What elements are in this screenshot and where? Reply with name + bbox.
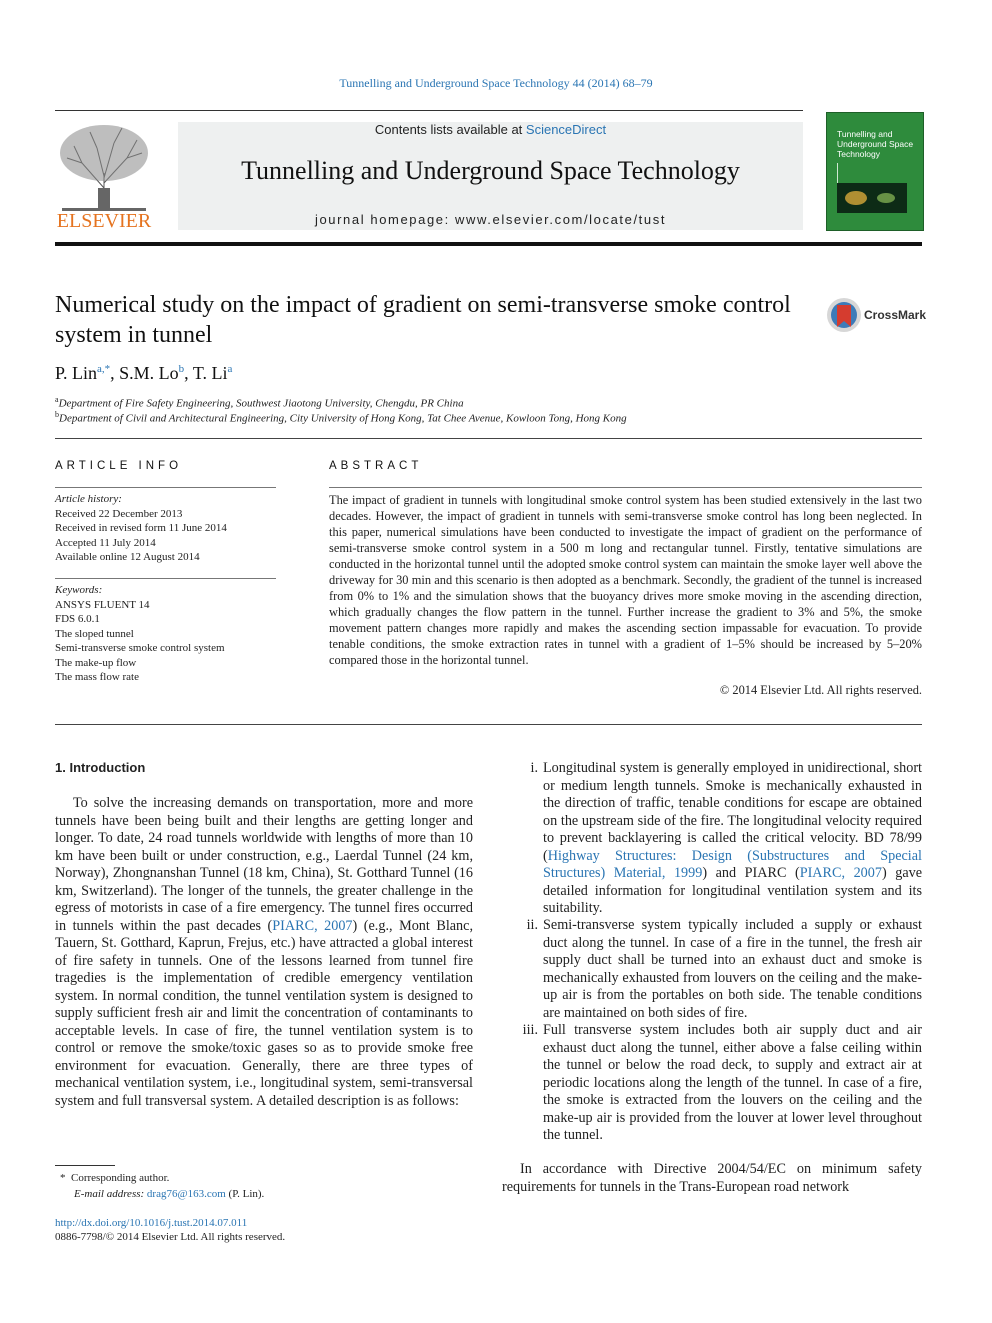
section-heading-introduction: 1. Introduction [55, 760, 146, 775]
cover-title: Tunnelling and Underground Space Technology [837, 129, 914, 159]
history-entry: Received 22 December 2013 [55, 507, 183, 520]
crossmark-badge[interactable] [826, 297, 926, 335]
list-text: ) and PIARC ( [702, 865, 800, 881]
affiliation-b [55, 410, 627, 425]
author-name[interactable]: T. Li [192, 363, 228, 383]
citation-link[interactable]: PIARC, 2007 [799, 865, 882, 881]
abstract-heading: ABSTRACT [329, 460, 423, 472]
journal-name: Tunnelling and Underground Space Technology [241, 156, 740, 185]
contents-line [178, 122, 803, 137]
elsevier-logo [52, 118, 156, 233]
header-thick-rule [55, 242, 922, 246]
author-list: P. Lin$^{a,*}$, S.M. Lo$^b$, T. Li$^a$ [55, 363, 233, 383]
sciencedirect-link[interactable]: ScienceDirect [525, 122, 607, 137]
journal-cover-image[interactable] [826, 112, 924, 231]
keyword-item: The mass flow rate [55, 671, 139, 683]
keywords-rule [55, 578, 276, 579]
list-body: Semi-transverse system typically included a supply or exhaust duct along the tunnel. In case of a fire in the tunnel, the fresh air supply duct shall be turned into an exhaust duct and smoke is mechanically exhausted from louvers on the ceiling and the make-up air is from the portables on both side. The tenable conditions are maintained on both sides of fire. [543, 917, 922, 1021]
article-info-heading: ARTICLE INFO [55, 460, 183, 472]
abstract-bottom-rule [55, 724, 922, 725]
email-link[interactable]: drag76@163.com [146, 1188, 226, 1200]
email-note [60, 1186, 264, 1202]
author-name[interactable]: P. Lin [55, 363, 98, 383]
crossmark-label: CrossMark [864, 308, 927, 322]
author-affiliation-mark[interactable]: a [227, 363, 233, 375]
keyword-item: FDS 6.0.1 [55, 613, 100, 625]
keyword-item: The sloped tunnel [55, 627, 134, 640]
keywords [55, 583, 276, 685]
keywords-label: Keywords: [55, 584, 103, 596]
corresponding-author-note [60, 1170, 264, 1186]
journal-homepage[interactable]: journal homepage: www.elsevier.com/locate/tust [314, 212, 667, 227]
citation-link[interactable]: Highway Structures: Design (Substructures and Special Structures) Material, 1999 [543, 847, 922, 881]
article-info-rule [55, 487, 276, 488]
article-history [55, 492, 276, 565]
affiliation-text: Department of Fire Safety Engineering, Southwest Jiaotong University, Chengdu, PR China [58, 397, 464, 410]
footnote-rule [55, 1165, 115, 1166]
affiliation-text: Department of Civil and Architectural Engineering, City University of Hong Kong, Tat Chee Avenue, Kowloon Tong, Hong Kong [59, 412, 627, 425]
list-body: Full transverse system includes both air supply duct and air exhaust duct along the tunnel, either above a false ceiling within the tunnel or below the road deck, to supply and extract air at periodic locations along the length of the tunnel. In case of a fire, the smoke is extracted from the louvers on the ceiling and the make-up air is provided from the louver at lower level throughout the tunnel. [543, 1022, 922, 1143]
affiliation-mark: a [55, 395, 59, 404]
keyword-item: ANSYS FLUENT 14 [55, 598, 150, 611]
author-name[interactable]: S.M. Lo [119, 363, 179, 383]
elsevier-wordmark: ELSEVIER [56, 210, 152, 232]
intro-text-part: ) (e.g., Mont Blanc, Tauern, St. Gotthard, Kaprun, Frejus, etc.) have attracted a global interest of fire safety in tunnels. One of the lessons learned from tunnel fire tragedies is the implementation of credible emergency ventilation system. In normal condition, the tunnel ventilation system is designed to supply sufficient fresh air and limit the concentration of contaminants to acceptable levels. In case of fire, the tunnel ventilation system is to control or remove the smoke/toxic gases so as to provide smoke free environment for evacuation. Generally, there are three types of mechanical ventilation system, i.e., longitudinal system, semi-transversal system and full transversal system. A detailed description is as follows: [55, 917, 473, 1109]
affiliation-mark: b [55, 410, 59, 419]
crossmark-icon [826, 297, 862, 333]
list-number: iii. [522, 1022, 538, 1038]
banner-top-rule [55, 110, 803, 111]
history-entry: Accepted 11 July 2014 [55, 536, 156, 549]
abstract-rule [329, 487, 922, 488]
abstract-copyright: © 2014 Elsevier Ltd. All rights reserved. [719, 683, 922, 697]
history-entry: Received in revised form 11 June 2014 [55, 522, 227, 534]
keyword-item: The make-up flow [55, 656, 137, 669]
article-history-label: Article history: [55, 493, 122, 505]
abstract-text: The impact of gradient in tunnels with longitudinal smoke control system has been studied extensively in the last two decades. However, the impact of gradient in tunnels with semi-transverse smoke control has long been neglected. In this paper, numerical simulations have been conducted to investigate the impact of gradient on the performance of semi-transverse smoke control system in a 500 m long and rectangular tunnel. Firstly, tentative simulations are conducted in the horizontal tunnel until the adopted smoke control system can maintain the smoke layer well above the driveway for 30 min and this scenario is then adopted as a benchmark. Secondly, the gradient of the tunnel is increased from 0% to 1% and the simulation shows that the buoyancy drives more smoke moving in the ascending direction, which gradually changes the flow pattern in the tunnel. Further increase the gradient to 3% and 5%, the smoke movement pattern changes more rapidly and makes the ascending section impassable for evacuation. To provide tenable conditions, the smoke extraction rates in tunnel with a gradient of 1–5% should be increased by 5–20% compared those in the horizontal tunnel. [329, 493, 922, 667]
footnote-mark: * [60, 1172, 66, 1184]
history-entry: Available online 12 August 2014 [55, 551, 200, 563]
list-text: Longitudinal system is generally employed in unidirectional, short or medium length tunnels. Smoke is mechanically exhausted in the direction of traffic, tenable conditions for escape are obtained on the upstream side of the fire. The longitudinal velocity required to prevent backlayering is called the critical velocity. BD 78/99 ( [543, 760, 922, 864]
intro-paragraph [55, 795, 473, 1110]
journal-banner [178, 122, 803, 230]
doi-link[interactable]: http://dx.doi.org/10.1016/j.tust.2014.07.011 [55, 1217, 248, 1229]
list-number: i. [530, 760, 538, 776]
email-label: E-mail address: [74, 1188, 145, 1200]
contents-prefix: Contents lists available at [374, 122, 526, 137]
article-title: Numerical study on the impact of gradient on semi-transverse smoke control system in tunnel [55, 292, 791, 348]
corresponding-label: Corresponding author. [71, 1172, 170, 1184]
author-affiliation-mark[interactable]: a,* [97, 363, 111, 375]
author-affiliation-mark[interactable]: b [178, 363, 185, 375]
issn-copyright: 0886-7798/© 2014 Elsevier Ltd. All rights reserved. [55, 1231, 286, 1243]
list-text: ) gave detailed information for longitudinal ventilation system and its suitability. [543, 865, 923, 916]
citation-link[interactable]: PIARC, 2007 [272, 917, 353, 934]
keyword-item: Semi-transverse smoke control system [55, 642, 225, 654]
cover-photo [837, 183, 907, 213]
email-suffix: (P. Lin). [228, 1188, 265, 1200]
affiliation-a [55, 395, 464, 410]
list-body [543, 760, 922, 918]
footnote [60, 1170, 264, 1202]
journal-citation-link[interactable]: Tunnelling and Underground Space Technology 44 (2014) 68–79 [339, 76, 653, 90]
intro-text-part: To solve the increasing demands on transportation, more and more tunnels have been being built and their lengths are getting longer and longer. To date, 24 road tunnels worldwide with lengths of more than 10 km have been built or under construction, e.g., Laerdal Tunnel (24 km, Norway), Zhongnanshan Tunnel (18 km, China), St. Gotthard Tunnel (16 km, Switzerland). The longer of the tunnels, the greater challenge in the egress of motorists in case of a fire emergency. The tunnel fires occurred in tunnels within the past decades ( [55, 795, 473, 934]
list-number: ii. [526, 917, 538, 933]
affiliation-rule [55, 438, 922, 439]
continuation-paragraph: In accordance with Directive 2004/54/EC on minimum safety requirements for tunnels in the Trans-European road network [502, 1161, 922, 1195]
